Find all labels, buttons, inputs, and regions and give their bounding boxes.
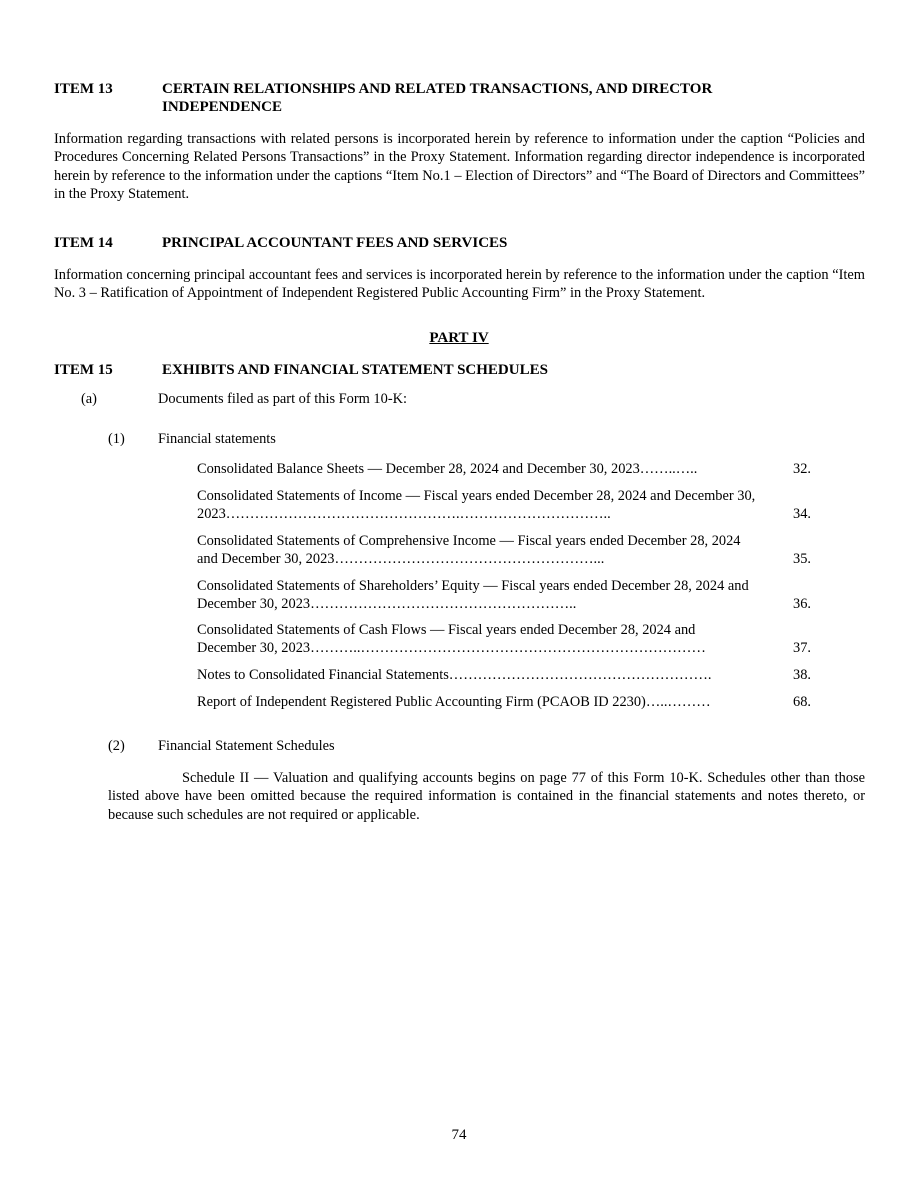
item-15-title: EXHIBITS AND FINANCIAL STATEMENT SCHEDULES — [162, 362, 548, 378]
toc-row — [197, 621, 811, 657]
item-13-title — [162, 80, 802, 116]
item-13-body: Information regarding transactions with related persons is incorporated herein by reference to information under the caption “Policies and Procedures Concerning Related Persons Transactions” in the Proxy Statement. Information regarding director independence is incorporated herein by reference to the information under the captions “Item No.1 – Election of Directors” and “The Board of Directors and Committees” in the Proxy Statement. — [54, 131, 865, 202]
toc-row — [197, 693, 811, 711]
page-number: 74 — [451, 1127, 467, 1143]
subsection-a-text: Documents filed as part of this Form 10-K: — [158, 391, 407, 407]
toc-row — [197, 460, 811, 478]
part-heading: PART IV — [429, 330, 489, 346]
toc-row — [197, 532, 811, 568]
item-13-label: ITEM 13 — [54, 81, 113, 97]
toc-row — [197, 487, 811, 523]
toc-title: Notes to Consolidated Financial Statements………………………………………………. — [197, 667, 712, 683]
toc-page: 68. — [793, 694, 811, 710]
subsection-2-label: (2) — [108, 738, 125, 754]
subsection-1-label: (1) — [108, 431, 125, 447]
toc-title: Consolidated Statements of Income — Fiscal years ended December 28, 2024 and December 30, 2023………………………………………….………………………….. — [197, 488, 756, 522]
subsection-1-text: Financial statements — [158, 431, 276, 447]
toc-page: 37. — [793, 640, 811, 656]
item-13-title-line2: INDEPENDENCE — [162, 99, 283, 115]
toc-page: 32. — [793, 461, 811, 477]
schedule-body: Schedule II — Valuation and qualifying accounts begins on page 77 of this Form 10-K. Schedules other than those listed above have been omitted because the required information is contained in the financial statements and notes thereto, or because such schedules are not required or applicable. — [108, 770, 865, 823]
toc-page: 34. — [793, 506, 811, 522]
item-13-title-line1: CERTAIN RELATIONSHIPS AND RELATED TRANSACTIONS, AND DIRECTOR — [162, 81, 713, 97]
toc-title: Consolidated Statements of Cash Flows — Fiscal years ended December 28, 2024 and December 30, 2023………..……………………………………………………………… — [197, 622, 706, 656]
toc-title: Consolidated Balance Sheets — December 28, 2024 and December 30, 2023……..….. — [197, 461, 698, 477]
subsection-2-text: Financial Statement Schedules — [158, 738, 335, 754]
toc-page: 35. — [793, 551, 811, 567]
toc-row — [197, 666, 811, 684]
toc-row — [197, 577, 811, 613]
toc-page: 36. — [793, 596, 811, 612]
toc-title: Consolidated Statements of Comprehensive Income — Fiscal years ended December 28, 2024 and December 30, 2023………………………………………………... — [197, 533, 741, 567]
item-15-label: ITEM 15 — [54, 362, 113, 378]
item-14-body: Information concerning principal accountant fees and services is incorporated herein by reference to the information under the caption “Item No. 3 – Ratification of Appointment of Independent Registered Public Accounting Firm” in the Proxy Statement. — [54, 267, 865, 302]
item-14-label: ITEM 14 — [54, 235, 113, 251]
toc-page: 38. — [793, 667, 811, 683]
toc-title: Consolidated Statements of Shareholders’ Equity — Fiscal years ended December 28, 2024 and December 30, 2023……………………………………………….. — [197, 578, 749, 612]
subsection-a-label: (a) — [81, 391, 97, 407]
item-14-title: PRINCIPAL ACCOUNTANT FEES AND SERVICES — [162, 235, 508, 251]
toc-title: Report of Independent Registered Public Accounting Firm (PCAOB ID 2230)…..……… — [197, 694, 711, 710]
